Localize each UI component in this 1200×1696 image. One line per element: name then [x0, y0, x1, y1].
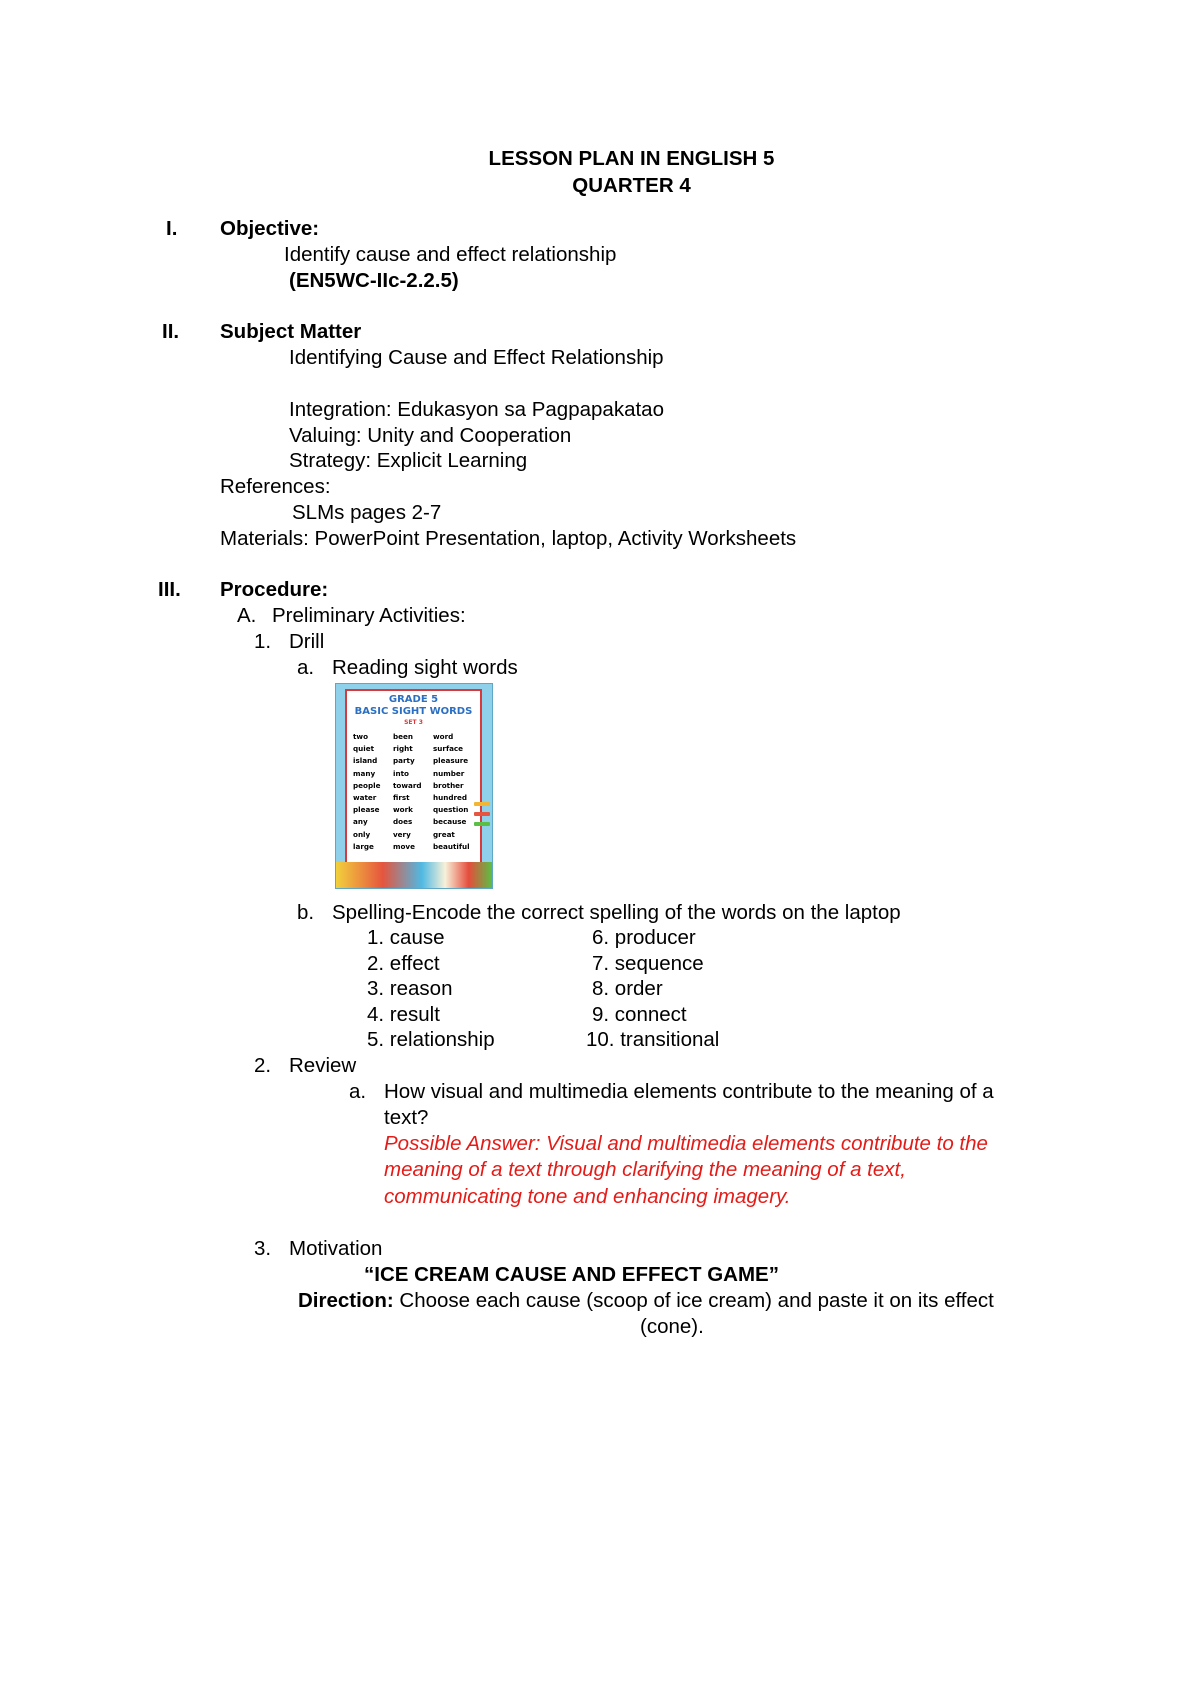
spelling-word: 10. transitional [586, 1028, 720, 1051]
reading-sight-words-label: Reading sight words [332, 656, 518, 679]
pencil-graphic [474, 822, 490, 826]
poster-word: island [353, 756, 378, 766]
strategy-line: Strategy: Explicit Learning [289, 449, 528, 472]
objective-code: (EN5WC-IIc-2.2.5) [289, 269, 459, 292]
spelling-word: 7. sequence [592, 952, 704, 975]
possible-answer-cont: communicating tone and enhancing imagery. [384, 1185, 791, 1208]
poster-word: because [433, 817, 467, 827]
preliminary-activities-label: Preliminary Activities: [272, 604, 466, 627]
poster-word: any [353, 817, 368, 827]
poster-word: people [353, 780, 381, 790]
spelling-label: Spelling-Encode the correct spelling of the words on the laptop [332, 901, 901, 924]
document-title: LESSON PLAN IN ENGLISH 5 [488, 147, 775, 170]
motivation-label: Motivation [289, 1237, 383, 1260]
review-question-cont: text? [384, 1106, 429, 1129]
spelling-word: 6. producer [592, 926, 696, 949]
section-numeral-1: I. [166, 217, 178, 240]
poster-title-main: BASIC SIGHT WORDS [354, 706, 473, 717]
integration-line: Integration: Edukasyon sa Pagpapakatao [289, 398, 664, 421]
list-marker-1b: b. [297, 901, 315, 924]
procedure-heading: Procedure: [220, 578, 329, 601]
poster-decoration [336, 862, 492, 888]
poster-word: question [433, 805, 469, 815]
spelling-word: 8. order [592, 977, 663, 1000]
poster-word-grid [353, 731, 481, 852]
poster-word: does [393, 817, 413, 827]
poster-word: been [393, 732, 414, 741]
poster-word: surface [433, 744, 464, 754]
review-question: How visual and multimedia elements contribute to the meaning of a [384, 1080, 994, 1103]
section-numeral-2: II. [162, 320, 180, 343]
pencil-graphic [474, 812, 490, 816]
list-marker-2: 2. [254, 1054, 272, 1077]
list-marker-3: 3. [254, 1237, 272, 1260]
poster-word: very [393, 829, 411, 839]
review-label: Review [289, 1054, 357, 1077]
materials-line: Materials: PowerPoint Presentation, laptop, Activity Worksheets [220, 527, 797, 550]
spelling-word: 1. cause [367, 926, 445, 949]
poster-word: brother [433, 780, 464, 790]
poster-word: hundred [433, 792, 468, 802]
poster-word: work [393, 805, 413, 815]
references-label: References: [220, 475, 331, 498]
drill-label: Drill [289, 630, 325, 653]
poster-word: number [433, 768, 465, 778]
document-subtitle: QUARTER 4 [572, 174, 691, 197]
pencil-graphic [474, 802, 490, 806]
possible-answer-cont: meaning of a text through clarifying the meaning of a text, [384, 1158, 906, 1181]
poster-word: first [393, 792, 410, 802]
spelling-word: 3. reason [367, 977, 453, 1000]
poster-word: party [393, 756, 415, 766]
spelling-word: 9. connect [592, 1003, 687, 1026]
poster-word: large [353, 841, 374, 851]
list-marker-1a: a. [297, 656, 315, 679]
objective-text: Identify cause and effect relationship [284, 243, 617, 266]
direction-label: Direction: [298, 1289, 394, 1312]
list-marker-2a: a. [349, 1080, 367, 1103]
poster-word: please [353, 805, 380, 815]
poster-word: water [353, 792, 377, 802]
poster-word: move [393, 841, 415, 851]
subject-topic: Identifying Cause and Effect Relationship [289, 346, 664, 369]
section-numeral-3: III. [158, 578, 181, 601]
sight-words-poster-image [335, 683, 493, 889]
list-marker-1: 1. [254, 630, 272, 653]
spelling-word: 5. relationship [367, 1028, 495, 1051]
poster-word: right [393, 744, 413, 754]
subject-matter-heading: Subject Matter [220, 320, 362, 343]
possible-answer: Possible Answer: Visual and multimedia elements contribute to the [384, 1132, 988, 1155]
poster-word: into [393, 768, 409, 778]
poster-word: many [353, 768, 376, 778]
direction-text-cont: (cone). [640, 1315, 704, 1338]
poster-word: great [433, 829, 455, 839]
poster-word: quiet [353, 744, 375, 754]
game-title: “ICE CREAM CAUSE AND EFFECT GAME” [364, 1263, 779, 1286]
poster-word: pleasure [433, 756, 469, 766]
valuing-line: Valuing: Unity and Cooperation [289, 424, 572, 447]
spelling-word: 4. result [367, 1003, 440, 1026]
poster-word: toward [393, 780, 422, 790]
poster-title-set: SET 3 [404, 719, 423, 726]
references-value: SLMs pages 2-7 [292, 501, 442, 524]
spelling-word: 2. effect [367, 952, 440, 975]
direction-line [298, 1291, 994, 1312]
direction-text: Choose each cause (scoop of ice cream) and paste it on its effect [393, 1289, 994, 1312]
objective-heading: Objective: [220, 217, 320, 240]
poster-card [345, 689, 482, 866]
poster-title-grade: GRADE 5 [388, 694, 439, 705]
poster-word: two [353, 732, 369, 741]
poster-word: beautiful [433, 841, 470, 851]
poster-word: word [433, 732, 454, 741]
poster-word: only [353, 829, 371, 839]
list-marker-a: A. [237, 604, 257, 627]
